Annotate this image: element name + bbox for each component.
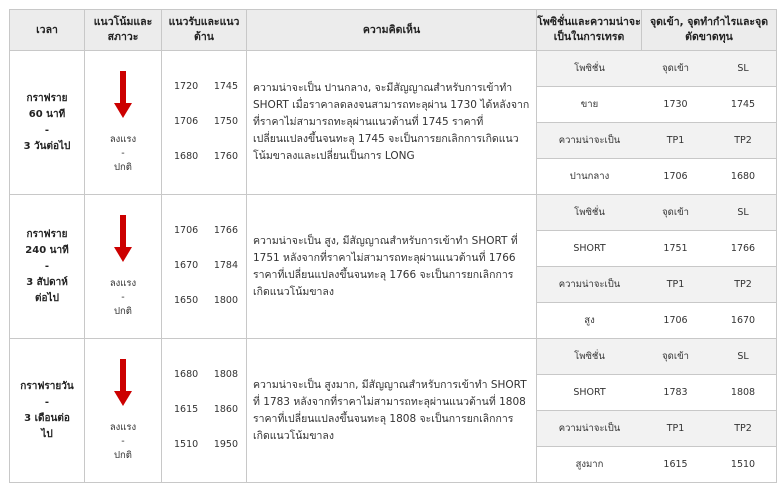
trade-label: TP1 xyxy=(642,267,709,303)
trade-value: 1615 xyxy=(663,459,688,470)
resistance-value: 1745 xyxy=(213,81,238,92)
level-pair xyxy=(162,439,246,474)
support-value: 1510 xyxy=(174,439,199,450)
trading-signal-table xyxy=(9,9,777,483)
timeframe-line: 3 สัปดาห์ xyxy=(26,276,68,288)
resistance-value: 1750 xyxy=(213,116,238,127)
trade-cell xyxy=(537,339,777,483)
resistance-value: 1800 xyxy=(213,295,238,306)
trade-row xyxy=(537,447,777,483)
trade-row xyxy=(537,159,777,195)
comment-cell: ความน่าจะเป็น สูง, มีสัญญาณสำหรับการเข้าทำ SHORT ที่ 1751 หลังจากที่ราคาไม่สามารถทะลุผ่านแนวต้านที่ 1766 ราคาที่เปลี่ยนแปลงขึ้นจนทะลุ 1766 จะเป็นการยกเลิกการเกิดแนวโน้มขาลง xyxy=(247,195,537,339)
trade-cell xyxy=(537,195,777,339)
header-entry-tp-sl: จุดเข้า, จุดทำกำไรและจุดตัดขาดทุน xyxy=(642,10,777,51)
support-value: 1706 xyxy=(174,116,199,127)
trade-label: SL xyxy=(709,195,777,231)
trade-value: ปานกลาง xyxy=(569,171,610,182)
timeframe-sep: - xyxy=(44,396,50,408)
level-pair xyxy=(162,81,246,116)
trade-value: 1730 xyxy=(642,87,709,123)
timeframe-line: กราฟราย xyxy=(26,92,68,104)
table-row xyxy=(10,51,777,195)
support-value: 1680 xyxy=(174,151,199,162)
down-arrow-icon xyxy=(114,359,132,407)
header-position: โพซิชั่นและความน่าจะเป็นในการเทรด xyxy=(537,10,642,51)
resistance-value: 1860 xyxy=(213,404,238,415)
timeframe-line: กราฟราย xyxy=(26,228,68,240)
trade-value: 1510 xyxy=(730,459,756,470)
support-value: 1706 xyxy=(174,225,199,236)
trend-cell xyxy=(85,51,162,195)
trade-subtable xyxy=(537,51,777,194)
down-arrow-icon xyxy=(114,215,132,263)
trade-row xyxy=(537,375,777,411)
trade-label: โพซิชั่น xyxy=(537,339,642,375)
comment-cell: ความน่าจะเป็น ปานกลาง, จะมีสัญญาณสำหรับการเข้าทำ SHORT เมื่อราคาลดลงจนสามารถทะลุผ่าน 1730 ได้หลังจากที่ราคาไม่สามารถทะลุผ่านแนวต้านที่ 1745 ราคาที่เปลี่ยนแปลงขึ้นจนทะลุ 1745 จะเป็นการยกเลิกการเกิดแนวโน้มขาลงและเปลี่ยนเป็นการ LONG xyxy=(247,51,537,195)
trade-row xyxy=(537,303,777,339)
trade-value: SHORT xyxy=(537,231,642,267)
trade-row xyxy=(537,51,777,87)
trade-label: SL xyxy=(709,51,777,87)
trade-label: จุดเข้า xyxy=(642,51,709,87)
trend-strength: ลงแรง xyxy=(109,278,137,289)
table-row xyxy=(10,339,777,483)
timeframe-line: 3 เดือนต่อ xyxy=(24,412,70,424)
trade-value: 1670 xyxy=(730,315,756,326)
trend-sep: - xyxy=(121,148,125,159)
trade-value: 1745 xyxy=(709,87,777,123)
timeframe-line: กราฟรายวัน xyxy=(20,380,74,392)
trade-value: 1751 xyxy=(642,231,709,267)
header-trend: แนวโน้มและสภาวะ xyxy=(85,10,162,51)
timeframe-sep: - xyxy=(44,260,50,272)
level-pair xyxy=(162,404,246,439)
trade-row xyxy=(537,267,777,303)
trade-value: 1808 xyxy=(709,375,777,411)
trend-sep: - xyxy=(121,292,125,303)
trade-value: 1706 xyxy=(663,171,688,182)
levels-cell xyxy=(162,51,247,195)
trade-label: จุดเข้า xyxy=(642,195,709,231)
trade-value: 1766 xyxy=(709,231,777,267)
resistance-value: 1950 xyxy=(213,439,238,450)
trade-subtable xyxy=(537,339,777,482)
trade-row xyxy=(537,123,777,159)
resistance-value: 1784 xyxy=(213,260,238,271)
trade-label: โพซิชั่น xyxy=(537,51,642,87)
timeframe-line: ไป xyxy=(41,428,53,440)
trade-row xyxy=(537,339,777,375)
trade-value: ขาย xyxy=(537,87,642,123)
timeframe-line: 60 นาที xyxy=(28,108,66,120)
timeframe-cell xyxy=(10,339,85,483)
timeframe-line: ต่อไป xyxy=(35,292,59,304)
trade-label: TP1 xyxy=(642,123,709,159)
level-pair xyxy=(162,369,246,404)
trend-state: ปกติ xyxy=(114,306,132,317)
level-pair xyxy=(162,225,246,260)
resistance-value: 1766 xyxy=(213,225,238,236)
trade-row xyxy=(537,195,777,231)
support-value: 1720 xyxy=(174,81,199,92)
level-pair xyxy=(162,295,246,330)
trend-strength: ลงแรง xyxy=(109,422,137,433)
timeframe-sep: - xyxy=(44,124,50,136)
trade-label: ความน่าจะเป็น xyxy=(537,411,642,447)
table-row xyxy=(10,195,777,339)
trade-cell xyxy=(537,51,777,195)
resistance-value: 1808 xyxy=(213,369,238,380)
support-value: 1650 xyxy=(174,295,199,306)
trend-cell xyxy=(85,195,162,339)
trade-label: TP2 xyxy=(709,123,777,159)
trend-state: ปกติ xyxy=(114,162,132,173)
resistance-value: 1760 xyxy=(213,151,238,162)
level-pair xyxy=(162,116,246,151)
trade-row xyxy=(537,87,777,123)
timeframe-cell xyxy=(10,51,85,195)
trade-value: สูงมาก xyxy=(575,459,604,470)
trade-label: SL xyxy=(709,339,777,375)
trade-label: โพซิชั่น xyxy=(537,195,642,231)
timeframe-cell xyxy=(10,195,85,339)
trade-value: สูง xyxy=(584,315,595,326)
trade-label: TP2 xyxy=(709,267,777,303)
support-value: 1680 xyxy=(174,369,199,380)
trade-row xyxy=(537,231,777,267)
trade-label: จุดเข้า xyxy=(642,339,709,375)
trade-subtable xyxy=(537,195,777,338)
header-row xyxy=(10,10,777,51)
trade-label: ความน่าจะเป็น xyxy=(537,123,642,159)
trend-cell xyxy=(85,339,162,483)
trade-label: TP2 xyxy=(709,411,777,447)
timeframe-line: 3 วันต่อไป xyxy=(23,140,71,152)
down-arrow-icon xyxy=(114,71,132,119)
header-time: เวลา xyxy=(10,10,85,51)
timeframe-line: 240 นาที xyxy=(25,244,69,256)
header-comment: ความคิดเห็น xyxy=(247,10,537,51)
trend-sep: - xyxy=(121,436,125,447)
level-pair xyxy=(162,151,246,186)
trade-row xyxy=(537,411,777,447)
support-value: 1670 xyxy=(174,260,199,271)
support-value: 1615 xyxy=(174,404,199,415)
level-pair xyxy=(162,260,246,295)
trend-strength: ลงแรง xyxy=(109,134,137,145)
trade-label: ความน่าจะเป็น xyxy=(537,267,642,303)
trade-value: SHORT xyxy=(537,375,642,411)
levels-cell xyxy=(162,195,247,339)
trade-value: 1680 xyxy=(730,171,756,182)
trend-state: ปกติ xyxy=(114,450,132,461)
trade-label: TP1 xyxy=(642,411,709,447)
header-levels: แนวรับและแนวต้าน xyxy=(162,10,247,51)
comment-cell: ความน่าจะเป็น สูงมาก, มีสัญญาณสำหรับการเข้าทำ SHORT ที่ 1783 หลังจากที่ราคาไม่สามารถทะลุผ่านแนวต้านที่ 1808 ราคาที่เปลี่ยนแปลงขึ้นจนทะลุ 1808 จะเป็นการยกเลิกการเกิดแนวโน้มขาลง xyxy=(247,339,537,483)
trade-value: 1706 xyxy=(663,315,688,326)
trade-value: 1783 xyxy=(642,375,709,411)
levels-cell xyxy=(162,339,247,483)
